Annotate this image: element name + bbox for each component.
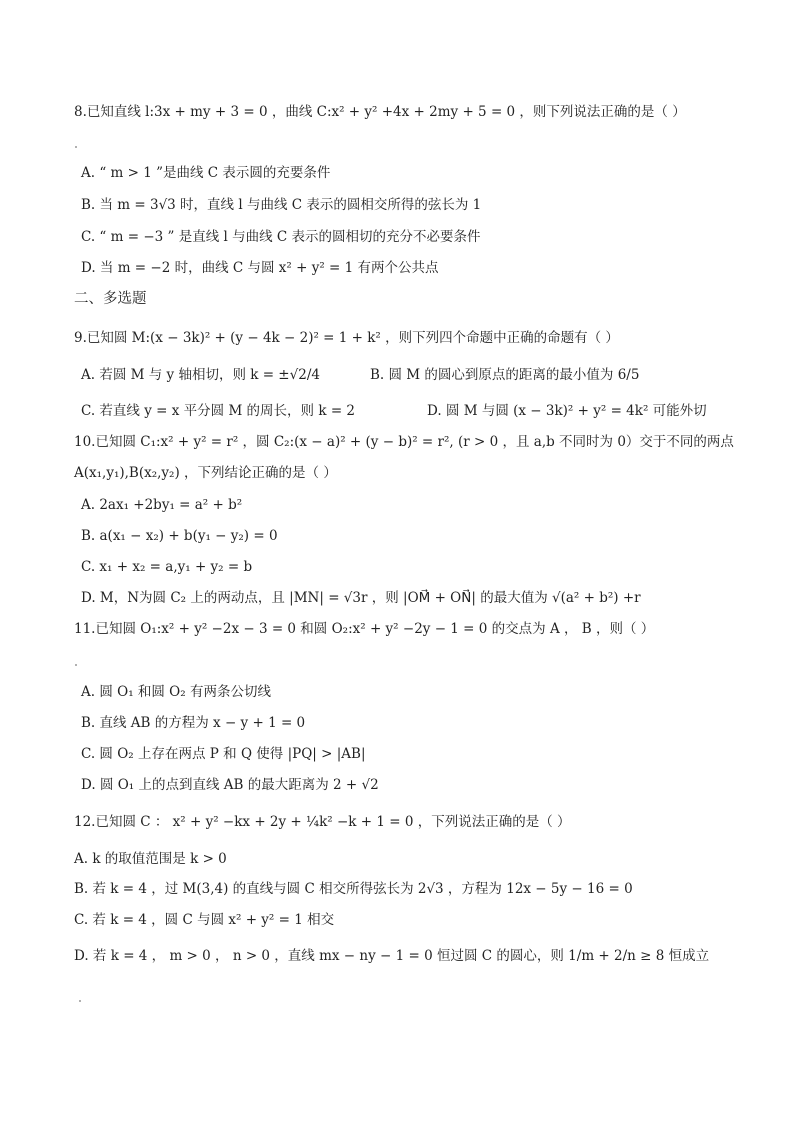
q10-option-b: B. a(x₁ − x₂) + b(y₁ − y₂) = 0 xyxy=(81,528,278,544)
q11-option-c: C. 圆 O₂ 上存在两点 P 和 Q 使得 |PQ| > |AB| xyxy=(81,746,366,762)
q8-option-a: A. “ m > 1 ”是曲线 C 表示圆的充要条件 xyxy=(81,165,331,181)
section-heading: 二、多选题 xyxy=(74,291,147,307)
q11-stem: 11.已知圆 O₁:x² + y² −2x − 3 = 0 和圆 O₂:x² + y² −2y − 1 = 0 的交点为 A ， B ，则（ ） xyxy=(74,621,655,637)
q12-stem: 12.已知圆 C ： x² + y² −kx + 2y + ¼k² −k + 1 = 0 ，下列说法正确的是（ ） xyxy=(74,814,571,830)
q12-option-a: A. k 的取值范围是 k > 0 xyxy=(74,851,227,867)
q11-option-b: B. 直线 AB 的方程为 x − y + 1 = 0 xyxy=(81,715,306,731)
q11-option-a: A. 圆 O₁ 和圆 O₂ 有两条公切线 xyxy=(81,684,271,700)
stray-dot xyxy=(75,146,77,148)
q9-option-b: B. 圆 M 的圆心到原点的距离的最小值为 6/5 xyxy=(370,367,640,383)
q8-option-b: B. 当 m = 3√3 时，直线 l 与曲线 C 表示的圆相交所得的弦长为 1 xyxy=(81,197,482,213)
q9-option-c: C. 若直线 y = x 平分圆 M 的周长，则 k = 2 xyxy=(81,403,356,419)
q9-stem: 9.已知圆 M:(x − 3k)² + (y − 4k − 2)² = 1 + k² ，则下列四个命题中正确的命题有（ ） xyxy=(74,330,619,346)
q8-option-d: D. 当 m = −2 时，曲线 C 与圆 x² + y² = 1 有两个公共点 xyxy=(81,260,439,276)
q10-option-d: D. M，N为圆 C₂ 上的两动点，且 |MN| = √3r ，则 |OM⃗ + ON⃗| 的最大值为 √(a² + b²) +r xyxy=(81,590,641,606)
q10-option-a: A. 2ax₁ +2by₁ = a² + b² xyxy=(81,497,243,513)
q10-stem-line2: A(x₁,y₁),B(x₂,y₂) ，下列结论正确的是（ ） xyxy=(74,465,337,481)
stray-dot xyxy=(75,664,77,666)
stray-dot xyxy=(79,1000,81,1002)
q9-option-a: A. 若圆 M 与 y 轴相切，则 k = ±√2/4 xyxy=(81,367,320,383)
q12-option-b: B. 若 k = 4 ，过 M(3,4) 的直线与圆 C 相交所得弦长为 2√3 ，方程为 12x − 5y − 16 = 0 xyxy=(74,881,633,897)
q8-stem: 8.已知直线 l:3x + my + 3 = 0 ，曲线 C:x² + y² +4x + 2my + 5 = 0 ，则下列说法正确的是（ ） xyxy=(74,104,686,120)
q8-option-c: C. “ m = −3 ” 是直线 l 与曲线 C 表示的圆相切的充分不必要条件 xyxy=(81,229,481,245)
q10-option-c: C. x₁ + x₂ = a,y₁ + y₂ = b xyxy=(81,559,253,575)
q12-option-c: C. 若 k = 4 ，圆 C 与圆 x² + y² = 1 相交 xyxy=(74,912,335,928)
q9-option-d: D. 圆 M 与圆 (x − 3k)² + y² = 4k² 可能外切 xyxy=(427,403,707,419)
q10-stem-line1: 10.已知圆 C₁:x² + y² = r² ，圆 C₂:(x − a)² + (y − b)² = r², (r > 0 ，且 a,b 不同时为 0）交于不同的两点 xyxy=(74,434,734,450)
q12-option-d: D. 若 k = 4 ， m > 0 ， n > 0 ，直线 mx − ny − 1 = 0 恒过圆 C 的圆心，则 1/m + 2/n ≥ 8 恒成立 xyxy=(74,948,710,964)
q11-option-d: D. 圆 O₁ 上的点到直线 AB 的最大距离为 2 + √2 xyxy=(81,777,379,793)
